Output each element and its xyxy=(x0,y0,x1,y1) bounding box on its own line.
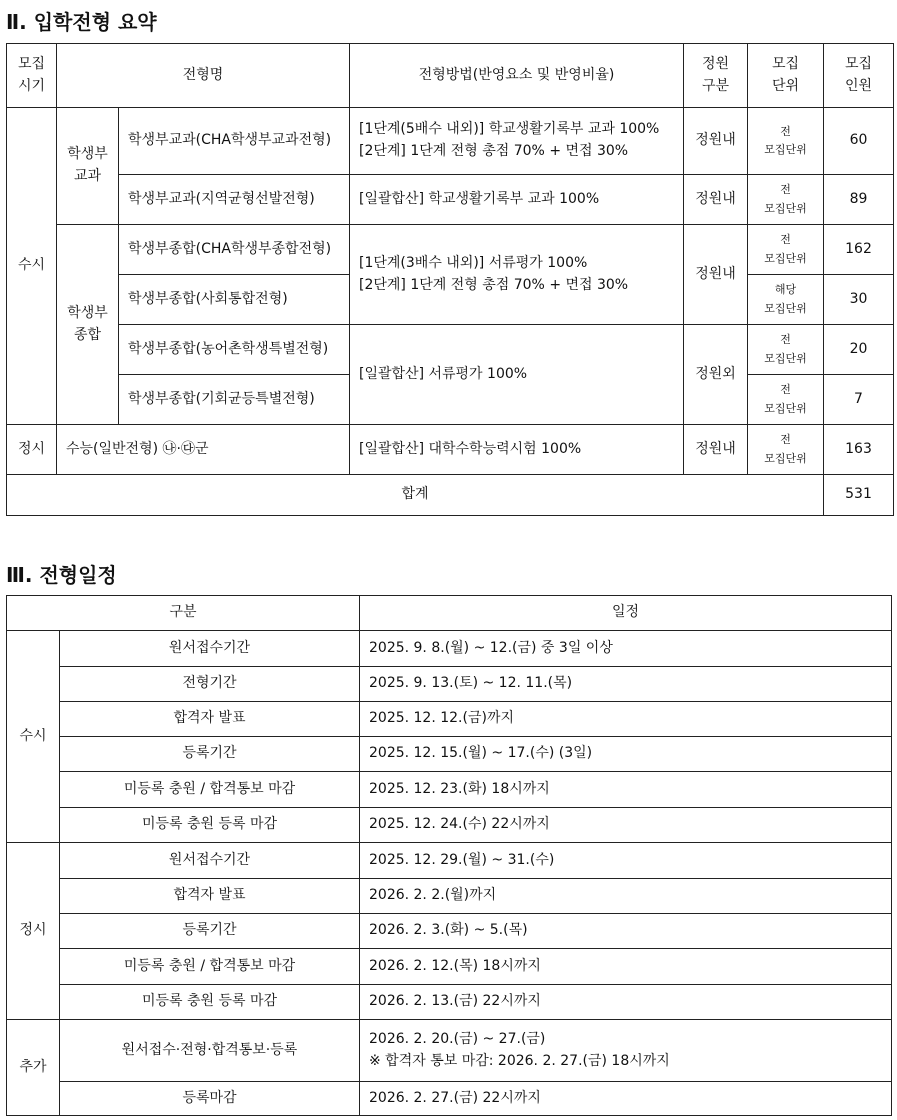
type-method: [일괄합산] 대학수학능력시험 100% xyxy=(350,425,684,475)
recruit-count: 30 xyxy=(824,275,894,325)
table-row xyxy=(7,175,894,225)
schedule-item: 등록기간 xyxy=(60,914,360,949)
schedule-item: 원서접수기간 xyxy=(60,631,360,667)
table-row xyxy=(7,325,894,375)
recruit-count: 89 xyxy=(824,175,894,225)
schedule-header-row xyxy=(7,596,892,631)
schedule-date: 2026. 2. 27.(금) 22시까지 xyxy=(360,1082,892,1116)
type-name: 학생부교과(CHA학생부교과전형) xyxy=(119,108,350,175)
period-jeongsi: 정시 xyxy=(7,425,57,475)
table-row xyxy=(7,1020,892,1082)
table-row xyxy=(7,879,892,914)
schedule-date: 2026. 2. 2.(월)까지 xyxy=(360,879,892,914)
schedule-item: 미등록 충원 / 합격통보 마감 xyxy=(60,949,360,985)
total-label: 합계 xyxy=(7,475,824,516)
header-method: 전형방법(반영요소 및 반영비율) xyxy=(350,44,684,108)
group-susi: 수시 xyxy=(7,631,60,843)
table-row xyxy=(7,631,892,667)
schedule-date: 2025. 12. 15.(월) ~ 17.(수) (3일) xyxy=(360,737,892,772)
recruit-unit: 전 모집단위 xyxy=(748,325,824,375)
quota-type: 정원내 xyxy=(684,108,748,175)
type-name: 학생부종합(농어촌학생특별전형) xyxy=(119,325,350,375)
type-method: [일괄합산] 서류평가 100% xyxy=(350,325,684,425)
schedule-date: 2026. 2. 12.(목) 18시까지 xyxy=(360,949,892,985)
schedule-item: 미등록 충원 등록 마감 xyxy=(60,985,360,1020)
schedule-item: 등록기간 xyxy=(60,737,360,772)
header-unit: 모집 단위 xyxy=(748,44,824,108)
quota-type: 정원내 xyxy=(684,425,748,475)
header-count: 모집 인원 xyxy=(824,44,894,108)
group-jonghap: 학생부 종합 xyxy=(57,225,119,425)
table-row xyxy=(7,985,892,1020)
table-row xyxy=(7,425,894,475)
type-name: 학생부종합(기회균등특별전형) xyxy=(119,375,350,425)
schedule-item: 합격자 발표 xyxy=(60,879,360,914)
total-row xyxy=(7,475,894,516)
recruit-unit: 전 모집단위 xyxy=(748,108,824,175)
table-row xyxy=(7,914,892,949)
recruit-count: 7 xyxy=(824,375,894,425)
schedule-table xyxy=(6,595,892,1116)
group-kyogwa: 학생부 교과 xyxy=(57,108,119,225)
recruit-unit: 전 모집단위 xyxy=(748,425,824,475)
table-row xyxy=(7,949,892,985)
schedule-item: 전형기간 xyxy=(60,667,360,702)
header-period: 모집 시기 xyxy=(7,44,57,108)
type-method: [1단계(3배수 내외)] 서류평가 100% [2단계] 1단계 전형 총점 70% + 면접 30% xyxy=(350,225,684,325)
type-method: [1단계(5배수 내외)] 학교생활기록부 교과 100% [2단계] 1단계 전형 총점 70% + 면접 30% xyxy=(350,108,684,175)
schedule-date: 2026. 2. 13.(금) 22시까지 xyxy=(360,985,892,1020)
table-row xyxy=(7,225,894,275)
group-chuga: 추가 xyxy=(7,1020,60,1116)
total-count: 531 xyxy=(824,475,894,516)
table-row xyxy=(7,702,892,737)
table-row xyxy=(7,108,894,175)
schedule-date: 2026. 2. 3.(화) ~ 5.(목) xyxy=(360,914,892,949)
type-method: [일괄합산] 학교생활기록부 교과 100% xyxy=(350,175,684,225)
table-row xyxy=(7,772,892,808)
recruit-unit: 전 모집단위 xyxy=(748,375,824,425)
schedule-date: 2025. 9. 13.(토) ~ 12. 11.(목) xyxy=(360,667,892,702)
schedule-date: 2025. 9. 8.(월) ~ 12.(금) 중 3일 이상 xyxy=(360,631,892,667)
schedule-date: 2026. 2. 20.(금) ~ 27.(금) ※ 합격자 통보 마감: 2026. 2. 27.(금) 18시까지 xyxy=(360,1020,892,1082)
table-row xyxy=(7,808,892,843)
recruit-unit: 전 모집단위 xyxy=(748,175,824,225)
schedule-item: 원서접수·전형·합격통보·등록 xyxy=(60,1020,360,1082)
quota-type: 정원외 xyxy=(684,325,748,425)
period-susi: 수시 xyxy=(7,108,57,425)
table-row xyxy=(7,1082,892,1116)
schedule-date: 2025. 12. 23.(화) 18시까지 xyxy=(360,772,892,808)
header-category: 구분 xyxy=(7,596,360,631)
admission-summary-table xyxy=(6,43,894,516)
recruit-count: 60 xyxy=(824,108,894,175)
header-schedule: 일정 xyxy=(360,596,892,631)
group-jeongsi: 정시 xyxy=(7,843,60,1020)
schedule-item: 미등록 충원 등록 마감 xyxy=(60,808,360,843)
recruit-unit: 전 모집단위 xyxy=(748,225,824,275)
recruit-count: 20 xyxy=(824,325,894,375)
type-name: 학생부교과(지역균형선발전형) xyxy=(119,175,350,225)
type-name: 학생부종합(CHA학생부종합전형) xyxy=(119,225,350,275)
summary-header-row xyxy=(7,44,894,108)
type-name: 수능(일반전형) ㉯·㉰군 xyxy=(57,425,350,475)
schedule-item: 등록마감 xyxy=(60,1082,360,1116)
header-quota: 정원 구분 xyxy=(684,44,748,108)
schedule-item: 합격자 발표 xyxy=(60,702,360,737)
table-row xyxy=(7,843,892,879)
recruit-count: 162 xyxy=(824,225,894,275)
recruit-unit: 해당 모집단위 xyxy=(748,275,824,325)
table-row xyxy=(7,667,892,702)
table-row xyxy=(7,737,892,772)
type-name: 학생부종합(사회통합전형) xyxy=(119,275,350,325)
quota-type: 정원내 xyxy=(684,175,748,225)
schedule-date: 2025. 12. 12.(금)까지 xyxy=(360,702,892,737)
schedule-item: 원서접수기간 xyxy=(60,843,360,879)
header-name: 전형명 xyxy=(57,44,350,108)
section-2-title: Ⅱ. 입학전형 요약 xyxy=(6,10,157,34)
section-3-title: Ⅲ. 전형일정 xyxy=(6,563,117,587)
quota-type: 정원내 xyxy=(684,225,748,325)
schedule-item: 미등록 충원 / 합격통보 마감 xyxy=(60,772,360,808)
schedule-date: 2025. 12. 24.(수) 22시까지 xyxy=(360,808,892,843)
schedule-date: 2025. 12. 29.(월) ~ 31.(수) xyxy=(360,843,892,879)
recruit-count: 163 xyxy=(824,425,894,475)
